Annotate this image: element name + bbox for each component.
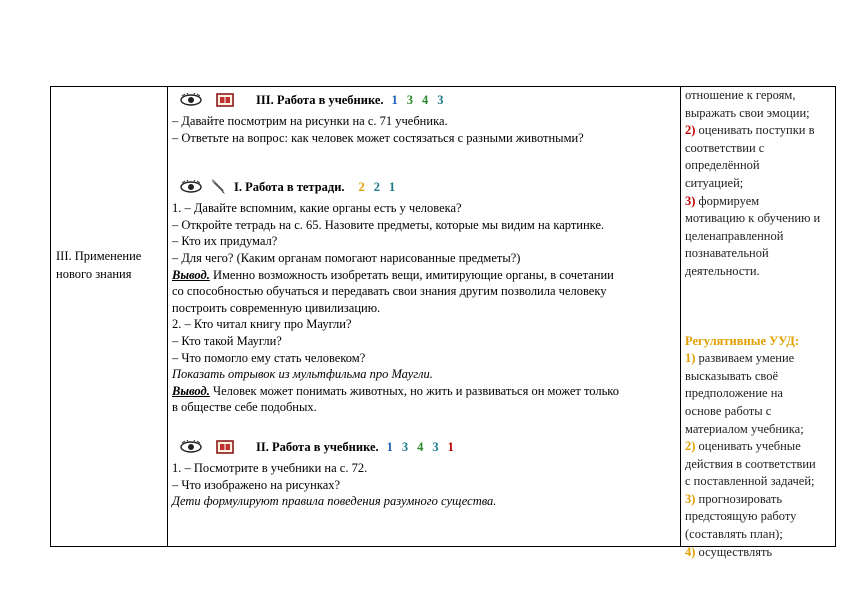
- item-number: 3): [685, 193, 696, 208]
- lesson-table: [50, 86, 836, 559]
- stage-title-line1: III. Применение: [56, 249, 142, 263]
- list-item: [685, 544, 835, 562]
- section-header: [180, 434, 677, 460]
- eye-icon: [180, 93, 202, 107]
- list-item: [685, 193, 835, 211]
- eye-icon: [180, 440, 202, 454]
- text-line: (составлять план);: [685, 527, 783, 542]
- conclusion-line: [172, 267, 677, 284]
- stage-title-line2: нового знания: [56, 267, 132, 281]
- list-item: [685, 491, 835, 509]
- section-number: 2: [373, 179, 381, 194]
- uud-cell: [685, 87, 835, 561]
- text-line: – Откройте тетрадь на с. 65. Назовите предметы, которые мы видим на картинке.: [172, 217, 605, 232]
- text-line: – Кто такой Маугли?: [172, 333, 282, 348]
- eye-icon: [180, 180, 202, 194]
- section-title: I. Работа в тетради.: [234, 179, 345, 194]
- section-number: 1: [386, 439, 393, 454]
- item-text: оценивать поступки в: [695, 123, 815, 138]
- item-text: осуществлять: [695, 544, 773, 559]
- text-line: – Для чего? (Каким органам помогают нарисованные предметы?): [172, 250, 521, 265]
- text-line: – Что помогло ему стать человеком?: [172, 350, 366, 365]
- text-line: – Ответьте на вопрос: как человек может состязаться с разными животными?: [172, 130, 584, 145]
- item-number: 2): [685, 439, 696, 454]
- text-line: целенаправленной: [685, 228, 784, 243]
- item-number: 3): [685, 491, 696, 506]
- section-number: 4: [417, 439, 424, 454]
- section-header: [180, 174, 677, 200]
- text-line: определённой: [685, 158, 760, 173]
- section-numbers: [359, 179, 405, 196]
- section-title: II. Работа в учебнике.: [256, 439, 379, 454]
- text-line: предположение на: [685, 386, 783, 401]
- conclusion-line: [172, 383, 677, 400]
- text-line: в обществе себе подобных.: [172, 400, 317, 415]
- text-line: с поставленной задачей;: [685, 474, 815, 489]
- section-numbers: [387, 439, 463, 456]
- text-line: – Что изображено на рисунках?: [172, 477, 341, 492]
- text-line: ситуацией;: [685, 175, 744, 190]
- section-title: III. Работа в учебнике.: [256, 92, 384, 107]
- item-number: 2): [685, 123, 696, 138]
- text-line: соответствии с: [685, 140, 765, 155]
- item-text: оценивать учебные: [695, 439, 801, 454]
- uud-heading: Регулятивные УУД:: [685, 333, 799, 348]
- text-line: 1. – Посмотрите в учебники на с. 72.: [172, 460, 368, 475]
- item-number: 1): [685, 351, 696, 366]
- list-item: [685, 350, 835, 368]
- section-number: 3: [406, 92, 414, 107]
- section-number: 3: [401, 439, 409, 454]
- book-icon: [216, 440, 234, 454]
- section-number: 1: [391, 92, 398, 107]
- text-line: предстоящую работу: [685, 509, 797, 524]
- pen-icon: [210, 179, 226, 195]
- text-line: действия в соответствии: [685, 456, 816, 471]
- section-number: 1: [389, 179, 396, 194]
- conclusion-label: Вывод.: [172, 383, 210, 398]
- list-item: [685, 122, 835, 140]
- text-line: – Давайте посмотрим на рисунки на с. 71 учебника.: [172, 114, 448, 128]
- text-line: 2. – Кто читал книгу про Маугли?: [172, 317, 352, 332]
- item-text: развиваем умение: [695, 351, 795, 366]
- column-divider: [167, 87, 168, 546]
- activity-cell: [172, 87, 677, 510]
- text-line: познавательной: [685, 246, 769, 261]
- book-icon: [216, 93, 234, 107]
- conclusion-text: Человек может понимать животных, но жить и развиваться он может только: [209, 383, 619, 398]
- column-divider: [680, 87, 681, 546]
- section-number: 3: [437, 92, 444, 107]
- section-number: 1: [447, 439, 454, 454]
- text-line: деятельности.: [685, 263, 760, 278]
- stage-cell: [56, 247, 162, 283]
- text-line: материалом учебника;: [685, 421, 804, 436]
- text-line: основе работы с: [685, 403, 772, 418]
- italic-note: Дети формулируют правила поведения разумного существа.: [172, 494, 497, 509]
- text-line: высказывать своё: [685, 368, 779, 383]
- item-text: формируем: [695, 193, 760, 208]
- section-number: 2: [358, 179, 365, 194]
- text-line: – Кто их придумал?: [172, 234, 278, 249]
- text-line: со способностью обучаться и передавать свои знания другим позволила человеку: [172, 284, 607, 299]
- list-item: [685, 438, 835, 456]
- italic-note: Показать отрывок из мультфильма про Маугли.: [172, 367, 433, 382]
- text-line: мотивацию к обучению и: [685, 211, 821, 226]
- item-number: 4): [685, 544, 696, 559]
- text-line: построить современную цивилизацию.: [172, 300, 381, 315]
- text-line: отношение к героям,: [685, 88, 796, 102]
- section-number: 3: [432, 439, 439, 454]
- text-line: выражать свои эмоции;: [685, 105, 810, 120]
- item-text: прогнозировать: [695, 491, 783, 506]
- conclusion-text: Именно возможность изобретать вещи, имитирующие органы, в сочетании: [209, 267, 614, 282]
- section-numbers: [392, 92, 453, 109]
- text-line: 1. – Давайте вспомним, какие органы есть у человека?: [172, 201, 462, 216]
- conclusion-label: Вывод.: [172, 267, 210, 282]
- section-number: 4: [422, 92, 429, 107]
- section-header: [180, 87, 677, 113]
